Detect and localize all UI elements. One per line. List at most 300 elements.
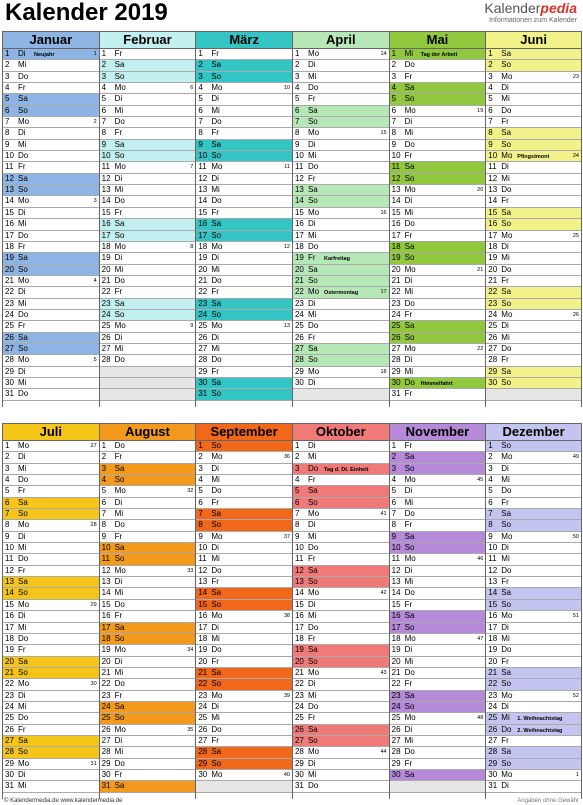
- day-row[interactable]: [486, 94, 581, 105]
- day-row[interactable]: [100, 588, 196, 599]
- day-row[interactable]: [196, 566, 292, 577]
- day-row[interactable]: [293, 333, 389, 344]
- day-row[interactable]: [486, 367, 581, 378]
- day-row[interactable]: [100, 208, 196, 219]
- day-row[interactable]: [100, 475, 196, 486]
- day-row[interactable]: [486, 520, 581, 531]
- day-row[interactable]: [486, 265, 581, 276]
- day-row[interactable]: [486, 713, 581, 724]
- day-row[interactable]: [100, 781, 196, 792]
- day-row[interactable]: [196, 498, 292, 509]
- day-row[interactable]: [390, 645, 486, 656]
- day-row[interactable]: [390, 83, 486, 94]
- day-row[interactable]: [293, 736, 389, 747]
- day-row[interactable]: [3, 486, 99, 497]
- day-row[interactable]: [196, 645, 292, 656]
- day-row[interactable]: [3, 657, 99, 668]
- day-row[interactable]: [3, 713, 99, 724]
- day-row[interactable]: [196, 208, 292, 219]
- day-row[interactable]: [486, 253, 581, 264]
- day-row[interactable]: [3, 344, 99, 355]
- day-row[interactable]: [293, 532, 389, 543]
- day-row[interactable]: [3, 151, 99, 162]
- day-row[interactable]: [100, 140, 196, 151]
- day-row[interactable]: [196, 94, 292, 105]
- day-row[interactable]: [196, 231, 292, 242]
- day-row[interactable]: [3, 588, 99, 599]
- day-row[interactable]: [293, 520, 389, 531]
- day-row[interactable]: [390, 441, 486, 452]
- day-row[interactable]: [486, 276, 581, 287]
- day-row[interactable]: [390, 333, 486, 344]
- day-row[interactable]: [486, 588, 581, 599]
- day-row[interactable]: [196, 634, 292, 645]
- day-row[interactable]: [3, 623, 99, 634]
- day-row[interactable]: [3, 49, 99, 60]
- day-row[interactable]: [196, 60, 292, 71]
- day-row[interactable]: [486, 219, 581, 230]
- day-row[interactable]: [390, 464, 486, 475]
- day-row[interactable]: [390, 747, 486, 758]
- day-row[interactable]: [196, 520, 292, 531]
- day-row[interactable]: [486, 725, 581, 736]
- day-row[interactable]: [3, 781, 99, 792]
- day-row[interactable]: [390, 94, 486, 105]
- day-row[interactable]: [3, 106, 99, 117]
- day-row[interactable]: [3, 566, 99, 577]
- day-row[interactable]: [100, 679, 196, 690]
- day-row[interactable]: [293, 781, 389, 792]
- day-row[interactable]: [293, 287, 389, 298]
- day-row[interactable]: [486, 554, 581, 565]
- day-row[interactable]: [390, 566, 486, 577]
- day-row[interactable]: [486, 196, 581, 207]
- day-row[interactable]: [196, 657, 292, 668]
- day-row[interactable]: [486, 72, 581, 83]
- day-row[interactable]: [390, 162, 486, 173]
- day-row[interactable]: [100, 344, 196, 355]
- day-row[interactable]: [390, 725, 486, 736]
- day-row[interactable]: [100, 543, 196, 554]
- day-row[interactable]: [196, 713, 292, 724]
- day-row[interactable]: [293, 72, 389, 83]
- day-row[interactable]: [390, 265, 486, 276]
- day-row[interactable]: [293, 577, 389, 588]
- day-row[interactable]: [390, 242, 486, 253]
- day-row[interactable]: [293, 509, 389, 520]
- day-row[interactable]: [3, 72, 99, 83]
- day-row[interactable]: [100, 747, 196, 758]
- day-row[interactable]: [196, 464, 292, 475]
- day-row[interactable]: [486, 185, 581, 196]
- day-row[interactable]: [293, 299, 389, 310]
- day-row[interactable]: [3, 276, 99, 287]
- day-row[interactable]: [196, 600, 292, 611]
- day-row[interactable]: [390, 72, 486, 83]
- day-row[interactable]: [100, 736, 196, 747]
- day-row[interactable]: [293, 464, 389, 475]
- day-row[interactable]: [390, 532, 486, 543]
- day-row[interactable]: [196, 668, 292, 679]
- day-row[interactable]: [293, 668, 389, 679]
- day-row[interactable]: [196, 588, 292, 599]
- day-row[interactable]: [486, 441, 581, 452]
- day-row[interactable]: [293, 657, 389, 668]
- day-row[interactable]: [293, 231, 389, 242]
- day-row[interactable]: [100, 520, 196, 531]
- day-row[interactable]: [100, 634, 196, 645]
- day-row[interactable]: [3, 185, 99, 196]
- day-row[interactable]: [196, 378, 292, 389]
- day-row[interactable]: [293, 117, 389, 128]
- day-row[interactable]: [486, 151, 581, 162]
- day-row[interactable]: [390, 759, 486, 770]
- day-row[interactable]: [100, 162, 196, 173]
- day-row[interactable]: [486, 498, 581, 509]
- day-row[interactable]: [390, 623, 486, 634]
- day-row[interactable]: [3, 600, 99, 611]
- day-row[interactable]: [100, 333, 196, 344]
- day-row[interactable]: [196, 242, 292, 253]
- day-row[interactable]: [100, 566, 196, 577]
- day-row[interactable]: [293, 310, 389, 321]
- day-row[interactable]: [196, 577, 292, 588]
- day-row[interactable]: [100, 577, 196, 588]
- day-row[interactable]: [390, 691, 486, 702]
- day-row[interactable]: [293, 452, 389, 463]
- day-row[interactable]: [293, 679, 389, 690]
- day-row[interactable]: [196, 83, 292, 94]
- day-row[interactable]: [293, 498, 389, 509]
- day-row[interactable]: [100, 49, 196, 60]
- day-row[interactable]: [100, 657, 196, 668]
- day-row[interactable]: [100, 532, 196, 543]
- day-row[interactable]: [100, 185, 196, 196]
- day-row[interactable]: [196, 486, 292, 497]
- day-row[interactable]: [196, 310, 292, 321]
- day-row[interactable]: [390, 299, 486, 310]
- day-row[interactable]: [390, 185, 486, 196]
- day-row[interactable]: [196, 185, 292, 196]
- day-row[interactable]: [486, 600, 581, 611]
- day-row[interactable]: [196, 679, 292, 690]
- day-row[interactable]: [3, 321, 99, 332]
- day-row[interactable]: [196, 623, 292, 634]
- day-row[interactable]: [293, 600, 389, 611]
- day-row[interactable]: [196, 543, 292, 554]
- day-row[interactable]: [486, 106, 581, 117]
- day-row[interactable]: [196, 117, 292, 128]
- day-row[interactable]: [486, 310, 581, 321]
- day-row[interactable]: [293, 265, 389, 276]
- day-row[interactable]: [486, 736, 581, 747]
- day-row[interactable]: [390, 657, 486, 668]
- day-row[interactable]: [3, 520, 99, 531]
- day-row[interactable]: [293, 140, 389, 151]
- day-row[interactable]: [100, 106, 196, 117]
- day-row[interactable]: [3, 231, 99, 242]
- day-row[interactable]: [390, 736, 486, 747]
- day-row[interactable]: [196, 759, 292, 770]
- day-row[interactable]: [390, 452, 486, 463]
- day-row[interactable]: [100, 231, 196, 242]
- day-row[interactable]: [196, 367, 292, 378]
- day-row[interactable]: [100, 509, 196, 520]
- day-row[interactable]: [100, 83, 196, 94]
- day-row[interactable]: [486, 645, 581, 656]
- day-row[interactable]: [390, 389, 486, 400]
- day-row[interactable]: [293, 94, 389, 105]
- day-row[interactable]: [293, 713, 389, 724]
- day-row[interactable]: [100, 600, 196, 611]
- day-row[interactable]: [3, 577, 99, 588]
- day-row[interactable]: [3, 736, 99, 747]
- day-row[interactable]: [100, 287, 196, 298]
- day-row[interactable]: [486, 344, 581, 355]
- day-row[interactable]: [196, 725, 292, 736]
- day-row[interactable]: [390, 543, 486, 554]
- day-row[interactable]: [3, 668, 99, 679]
- day-row[interactable]: [486, 509, 581, 520]
- day-row[interactable]: [486, 691, 581, 702]
- day-row[interactable]: [100, 60, 196, 71]
- day-row[interactable]: [100, 94, 196, 105]
- day-row[interactable]: [486, 378, 581, 389]
- day-row[interactable]: [293, 219, 389, 230]
- day-row[interactable]: [293, 566, 389, 577]
- day-row[interactable]: [196, 736, 292, 747]
- day-row[interactable]: [196, 49, 292, 60]
- day-row[interactable]: [100, 759, 196, 770]
- day-row[interactable]: [3, 253, 99, 264]
- day-row[interactable]: [293, 623, 389, 634]
- day-row[interactable]: [293, 128, 389, 139]
- day-row[interactable]: [390, 208, 486, 219]
- day-row[interactable]: [100, 174, 196, 185]
- day-row[interactable]: [196, 452, 292, 463]
- day-row[interactable]: [3, 770, 99, 781]
- day-row[interactable]: [486, 117, 581, 128]
- day-row[interactable]: [486, 532, 581, 543]
- day-row[interactable]: [293, 770, 389, 781]
- day-row[interactable]: [3, 389, 99, 400]
- day-row[interactable]: [3, 94, 99, 105]
- day-row[interactable]: [486, 611, 581, 622]
- day-row[interactable]: [196, 770, 292, 781]
- day-row[interactable]: [390, 60, 486, 71]
- day-row[interactable]: [293, 543, 389, 554]
- day-row[interactable]: [486, 162, 581, 173]
- day-row[interactable]: [486, 702, 581, 713]
- day-row[interactable]: [3, 367, 99, 378]
- day-row[interactable]: [3, 464, 99, 475]
- day-row[interactable]: [3, 759, 99, 770]
- day-row[interactable]: [390, 611, 486, 622]
- day-row[interactable]: [390, 219, 486, 230]
- day-row[interactable]: [3, 265, 99, 276]
- day-row[interactable]: [196, 747, 292, 758]
- day-row[interactable]: [100, 486, 196, 497]
- day-row[interactable]: [390, 355, 486, 366]
- day-row[interactable]: [486, 759, 581, 770]
- day-row[interactable]: [390, 231, 486, 242]
- day-row[interactable]: [196, 344, 292, 355]
- day-row[interactable]: [100, 355, 196, 366]
- day-row[interactable]: [3, 543, 99, 554]
- day-row[interactable]: [3, 299, 99, 310]
- day-row[interactable]: [486, 287, 581, 298]
- day-row[interactable]: [486, 657, 581, 668]
- day-row[interactable]: [293, 475, 389, 486]
- day-row[interactable]: [100, 498, 196, 509]
- day-row[interactable]: [390, 151, 486, 162]
- day-row[interactable]: [196, 128, 292, 139]
- day-row[interactable]: [196, 691, 292, 702]
- day-row[interactable]: [100, 151, 196, 162]
- day-row[interactable]: [100, 196, 196, 207]
- day-row[interactable]: [293, 208, 389, 219]
- day-row[interactable]: [293, 49, 389, 60]
- day-row[interactable]: [100, 242, 196, 253]
- day-row[interactable]: [100, 441, 196, 452]
- day-row[interactable]: [486, 231, 581, 242]
- day-row[interactable]: [3, 747, 99, 758]
- day-row[interactable]: [293, 367, 389, 378]
- day-row[interactable]: [196, 532, 292, 543]
- day-row[interactable]: [486, 543, 581, 554]
- day-row[interactable]: [293, 196, 389, 207]
- day-row[interactable]: [196, 441, 292, 452]
- day-row[interactable]: [293, 174, 389, 185]
- day-row[interactable]: [293, 747, 389, 758]
- day-row[interactable]: [100, 668, 196, 679]
- day-row[interactable]: [486, 83, 581, 94]
- day-row[interactable]: [293, 162, 389, 173]
- day-row[interactable]: [293, 702, 389, 713]
- day-row[interactable]: [293, 486, 389, 497]
- day-row[interactable]: [100, 321, 196, 332]
- day-row[interactable]: [293, 588, 389, 599]
- day-row[interactable]: [486, 174, 581, 185]
- day-row[interactable]: [390, 106, 486, 117]
- day-row[interactable]: [196, 355, 292, 366]
- day-row[interactable]: [3, 634, 99, 645]
- day-row[interactable]: [3, 162, 99, 173]
- day-row[interactable]: [3, 441, 99, 452]
- day-row[interactable]: [196, 219, 292, 230]
- day-row[interactable]: [100, 702, 196, 713]
- day-row[interactable]: [390, 600, 486, 611]
- day-row[interactable]: [3, 60, 99, 71]
- day-row[interactable]: [293, 242, 389, 253]
- day-row[interactable]: [486, 475, 581, 486]
- day-row[interactable]: [3, 219, 99, 230]
- day-row[interactable]: [293, 106, 389, 117]
- day-row[interactable]: [486, 333, 581, 344]
- day-row[interactable]: [196, 72, 292, 83]
- day-row[interactable]: [3, 310, 99, 321]
- day-row[interactable]: [390, 577, 486, 588]
- day-row[interactable]: [293, 151, 389, 162]
- day-row[interactable]: [390, 140, 486, 151]
- day-row[interactable]: [100, 770, 196, 781]
- day-row[interactable]: [196, 174, 292, 185]
- day-row[interactable]: [3, 532, 99, 543]
- day-row[interactable]: [486, 679, 581, 690]
- day-row[interactable]: [3, 452, 99, 463]
- day-row[interactable]: [3, 611, 99, 622]
- day-row[interactable]: [390, 554, 486, 565]
- day-row[interactable]: [486, 49, 581, 60]
- day-row[interactable]: [100, 691, 196, 702]
- day-row[interactable]: [100, 310, 196, 321]
- day-row[interactable]: [293, 276, 389, 287]
- day-row[interactable]: [390, 588, 486, 599]
- day-row[interactable]: [100, 219, 196, 230]
- day-row[interactable]: [486, 355, 581, 366]
- day-row[interactable]: [100, 72, 196, 83]
- day-row[interactable]: [196, 475, 292, 486]
- day-row[interactable]: [390, 520, 486, 531]
- day-row[interactable]: [100, 554, 196, 565]
- brand-logo[interactable]: [484, 1, 577, 25]
- day-row[interactable]: [100, 725, 196, 736]
- day-row[interactable]: [486, 464, 581, 475]
- day-row[interactable]: [100, 611, 196, 622]
- day-row[interactable]: [293, 759, 389, 770]
- day-row[interactable]: [3, 333, 99, 344]
- day-row[interactable]: [486, 566, 581, 577]
- day-row[interactable]: [486, 486, 581, 497]
- day-row[interactable]: [3, 355, 99, 366]
- day-row[interactable]: [293, 725, 389, 736]
- day-row[interactable]: [196, 389, 292, 400]
- day-row[interactable]: [390, 49, 486, 60]
- day-row[interactable]: [293, 321, 389, 332]
- day-row[interactable]: [3, 83, 99, 94]
- day-row[interactable]: [486, 577, 581, 588]
- day-row[interactable]: [196, 287, 292, 298]
- day-row[interactable]: [100, 117, 196, 128]
- day-row[interactable]: [293, 83, 389, 94]
- day-row[interactable]: [196, 299, 292, 310]
- day-row[interactable]: [293, 344, 389, 355]
- day-row[interactable]: [486, 60, 581, 71]
- day-row[interactable]: [293, 185, 389, 196]
- day-row[interactable]: [486, 452, 581, 463]
- day-row[interactable]: [390, 668, 486, 679]
- day-row[interactable]: [390, 310, 486, 321]
- day-row[interactable]: [486, 299, 581, 310]
- day-row[interactable]: [3, 378, 99, 389]
- day-row[interactable]: [3, 554, 99, 565]
- day-row[interactable]: [486, 128, 581, 139]
- day-row[interactable]: [390, 486, 486, 497]
- day-row[interactable]: [3, 196, 99, 207]
- day-row[interactable]: [100, 265, 196, 276]
- day-row[interactable]: [293, 441, 389, 452]
- day-row[interactable]: [196, 509, 292, 520]
- day-row[interactable]: [390, 509, 486, 520]
- day-row[interactable]: [196, 253, 292, 264]
- day-row[interactable]: [486, 140, 581, 151]
- day-row[interactable]: [196, 333, 292, 344]
- day-row[interactable]: [293, 253, 389, 264]
- day-row[interactable]: [486, 623, 581, 634]
- day-row[interactable]: [100, 464, 196, 475]
- day-row[interactable]: [390, 475, 486, 486]
- day-row[interactable]: [390, 128, 486, 139]
